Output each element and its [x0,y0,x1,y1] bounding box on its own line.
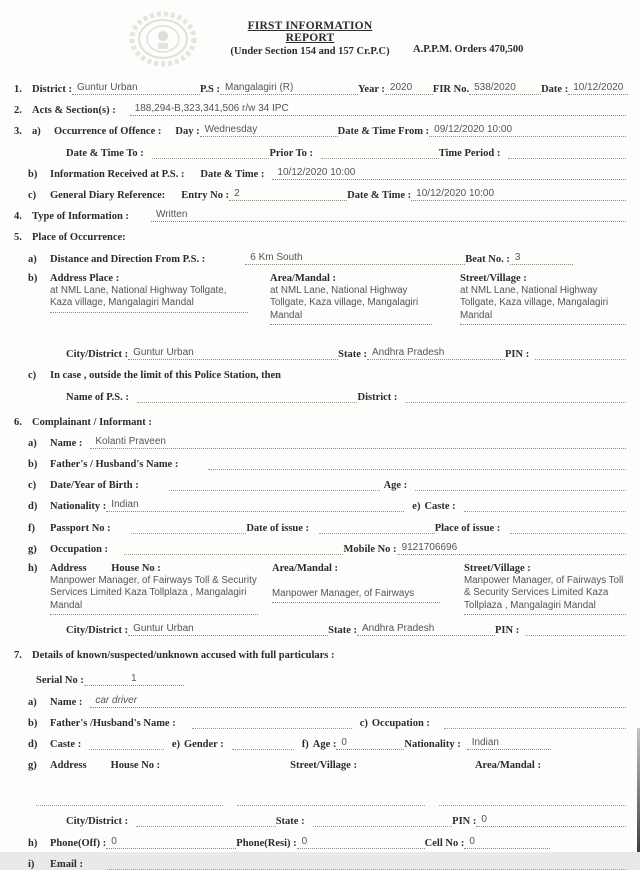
age-label: Age : [383,480,408,492]
sub-letter: f) [28,522,35,534]
fir-form [0,82,640,870]
blank-line [136,815,276,827]
row-complainant-city [66,623,626,636]
sub-letter: a) [28,696,37,708]
item-number: 3. [14,126,22,138]
phone-off-label: Phone(Off) : [50,837,107,849]
day-label: Day : [175,126,200,138]
sub-letter: h) [28,562,38,574]
occupation-label: Occupation : [50,543,109,555]
street-village-col [464,563,626,616]
city-district-label: City/District : [66,625,129,637]
pin-label: PIN : [452,816,477,828]
district-value: Guntur Urban [72,82,200,95]
area-mandal-col [272,563,440,604]
accused-name-value: car driver [90,695,626,708]
city-district-value: Guntur Urban [128,347,338,360]
blank-line [319,522,435,534]
accused-caste-label: Caste : [50,738,82,750]
phone-off-value: 0 [106,836,236,849]
item-number: 2. [14,105,22,117]
police-seal-icon [128,10,198,70]
spacer [573,254,626,265]
entry-no-label: Entry No : [181,189,230,201]
distance-label: Distance and Direction From P.S. : [50,253,206,265]
row-gd-reference [14,188,626,201]
outside-limit-label: In case , outside the limit of this Police Station, then [50,370,281,382]
row-place-of-occurrence [14,230,626,243]
mobile-label: Mobile No : [343,543,397,555]
row-accused-caste [14,737,626,750]
mobile-value: 9121706696 [397,542,626,555]
row-accused-address-blanks [14,793,626,806]
address-place-value: at NML Lane, National Highway Tollgate, Kaza village, Mangalagiri Mandal [50,285,248,313]
blank-line [535,348,626,360]
row-datetime-to [66,146,626,159]
blank-line [439,794,626,806]
fir-no-value: 538/2020 [469,82,541,95]
house-no-label: House No : [110,760,161,772]
place-occurrence-label: Place of Occurrence: [32,232,126,244]
row-complainant-name [14,436,626,449]
house-no-label: House No : [111,562,161,574]
street-village-value: at NML Lane, National Highway Tollgate, Kaza village, Mangalagiri Mandal [460,285,626,326]
area-mandal-value: Manpower Manager, of Fairways [272,588,440,604]
phone-resi-label: Phone(Resi) : [236,837,297,849]
page-subtitle: (Under Section 154 and 157 Cr.P.C) [230,46,390,57]
sub-letter: d) [28,738,38,750]
appm-orders-note: A.P.P.M. Orders 470,500 [413,44,524,55]
row-complainant-address [14,563,626,616]
sub-letter: b) [28,168,38,180]
item-number: 1. [14,84,22,95]
accused-nationality-value: Indian [467,737,552,750]
sub-letter: c) [28,480,37,492]
age-value: 0 [336,737,404,750]
item-number: 7. [14,650,22,662]
sub-letter: a) [32,126,41,138]
pin-label: PIN : [504,349,530,361]
prior-to-label: Prior To : [269,147,314,159]
sub-letter: b) [28,717,38,729]
blank-line [169,479,380,491]
row-info-received [14,167,626,180]
address-place-label: Address Place : [50,272,120,284]
ps-district-label: District : [357,391,398,403]
entry-no-value: 2 [229,188,347,201]
passport-label: Passport No : [50,522,111,534]
page-title: FIRST INFORMATION REPORT [247,20,373,44]
blank-line [237,794,424,806]
blank-line [192,717,352,729]
datetime-from-label: Date & Time From : [337,126,430,138]
time-period-label: Time Period : [438,147,501,159]
blank-line [131,522,247,534]
area-mandal-value: at NML Lane, National Highway Tollgate, Kaza village, Mangalagiri Mandal [270,285,432,326]
street-village-label: Street/Village : [290,760,357,772]
nationality-value: Indian [106,499,404,512]
area-mandal-label: Area/Mandal : [272,562,339,574]
street-village-label: Street/Village : [460,272,527,284]
blank-line [508,147,626,159]
row-type-of-information [14,209,626,222]
date-label: Date : [541,84,569,95]
name-of-ps-label: Name of P.S. : [66,391,129,403]
row-complainant [14,415,626,428]
age-label: Age : [312,738,337,750]
pin-value: 0 [476,814,626,827]
row-distance-direction [14,252,626,265]
sub-letter: c) [28,370,37,382]
row-accused-name [14,695,626,708]
blank-line [313,815,453,827]
blank-line [415,479,626,491]
area-mandal-label: Area/Mandal : [270,272,337,284]
info-received-label: Information Received at P.S. : [50,168,185,180]
datetime-from-value: 09/12/2020 10:00 [429,124,626,137]
street-village-col [460,273,626,326]
beat-no-value: 3 [510,252,573,265]
sub-letter: h) [28,837,38,849]
street-village-label: Street/Village : [464,562,531,574]
row-father-name [14,457,626,470]
place-of-issue-label: Place of issue : [434,522,501,534]
blank-line [525,624,626,636]
item-number: 5. [14,232,22,244]
area-mandal-label: Area/Mandal : [474,760,541,772]
sub-letter: g) [28,760,37,772]
pin-label: PIN : [494,625,520,637]
beat-no-label: Beat No. : [465,253,510,265]
row-accused-father [14,716,626,729]
nationality-label: Nationality : [50,501,107,513]
blank-line [137,391,358,403]
row-accused-email [14,857,626,870]
email-label: Email : [50,858,83,870]
document-header [0,0,640,82]
area-mandal-col [270,273,432,326]
spacer [550,838,626,849]
city-district-label: City/District : [66,349,129,361]
ps-label: P.S : [199,84,220,95]
cell-no-label: Cell No : [424,837,465,849]
row-birth [14,478,626,491]
state-value: Andhra Pradesh [367,347,505,360]
sub-letter: g) [28,543,37,555]
row-occurrence-city [66,347,626,360]
blank-line [208,458,626,470]
row-occurrence [14,124,626,137]
distance-value: 6 Km South [245,252,465,265]
address-label: Address [50,562,87,574]
ps-value: Mangalagiri (R) [220,82,358,95]
birth-label: Date/Year of Birth : [50,480,139,492]
row-serial-no [36,673,626,686]
day-value: Wednesday [200,124,338,137]
state-label: State : [275,816,305,828]
serial-no-value: 1 [84,673,184,686]
state-label: State : [338,349,367,361]
blank-line [107,858,626,870]
row-outside-limit [14,368,626,381]
row-accused-phones [14,836,626,849]
blank-line [232,738,294,750]
date-value: 10/12/2020 [568,82,628,95]
row-name-of-ps [66,390,626,403]
state-value: Andhra Pradesh [357,623,495,636]
blank-line [510,522,626,534]
sub-letter: c) [28,189,37,201]
sub-letter: c) [359,717,368,729]
sub-letter: a) [28,437,37,449]
row-accused-details [14,648,626,661]
name-label: Name : [50,437,83,449]
datetime-value: 10/12/2020 10:00 [272,167,626,180]
row-passport [14,521,626,534]
gd-reference-label: General Diary Reference: [50,189,166,201]
row-accused-city [66,814,626,827]
sub-letter: e) [412,501,421,513]
acts-label: Acts & Section(s) : [32,105,116,117]
state-label: State : [328,625,357,637]
sub-letter: b) [28,458,38,470]
fir-no-label: FIR No. [432,84,470,95]
row-occurrence-address [14,273,626,326]
phone-resi-value: 0 [297,836,425,849]
date-of-issue-label: Date of issue : [246,522,310,534]
occurrence-label: Occurrence of Offence : [54,126,162,138]
year-label: Year : [358,84,385,95]
complainant-label: Complainant / Informant : [32,416,152,428]
street-village-value: Manpower Manager, of Fairways Toll & Security Services Limited Kaza Tollplaza , Mangalagiri Mandal [464,575,626,616]
gd-datetime-value: 10/12/2020 10:00 [411,188,626,201]
gd-datetime-label: Date & Time : [347,189,412,201]
row-nationality [14,499,626,512]
father-name-label: Father's / Husband's Name : [50,458,179,470]
blank-line [152,147,270,159]
item-number: 4. [14,211,22,223]
sub-letter: d) [28,501,38,513]
datetime-to-label: Date & Time To : [66,147,144,159]
accused-name-label: Name : [50,696,83,708]
cell-no-value: 0 [464,836,550,849]
blank-line [444,717,626,729]
sub-letter: e) [171,738,181,750]
item-number: 6. [14,416,22,428]
blank-line [405,391,626,403]
accused-father-label: Father's /Husband's Name : [50,717,176,729]
name-value: Kolanti Praveen [90,436,626,449]
type-info-label: Type of Information : [32,211,129,223]
city-district-value: Guntur Urban [128,623,328,636]
district-label: District : [32,84,72,95]
title-block [225,20,395,57]
sub-letter: i) [28,858,35,870]
accused-occupation-label: Occupation : [371,717,430,729]
address-label: Address [50,760,87,772]
spacer [551,739,626,750]
type-info-value: Written [151,209,626,222]
blank-line [89,738,164,750]
house-no-col [50,563,258,616]
row-accused-address [14,758,626,771]
row-acts [14,103,626,116]
sub-letter: f) [301,738,309,750]
year-value: 2020 [385,82,433,95]
sub-letter: a) [28,253,37,265]
blank-line [124,543,343,555]
blank-line [36,794,223,806]
serial-no-label: Serial No : [36,675,84,687]
address-place-col [50,273,248,313]
house-no-value: Manpower Manager, of Fairways Toll & Security Services Limited Kaza Tollplaza , Mangalagiri Mandal [50,575,258,616]
datetime-label: Date & Time : [200,168,265,180]
row-district [14,82,626,95]
blank-line [321,147,439,159]
blank-line [464,500,626,512]
gender-label: Gender : [184,738,224,750]
acts-value: 188,294-B,323,341,506 r/w 34 IPC [130,103,626,116]
city-district-label: City/District : [66,816,129,828]
row-occupation [14,542,626,555]
accused-nationality-label: Nationality : [404,738,461,750]
accused-details-label: Details of known/suspected/unknown accused with full particulars : [32,650,335,662]
caste-label: Caste : [424,501,456,513]
sub-letter: b) [28,272,38,284]
